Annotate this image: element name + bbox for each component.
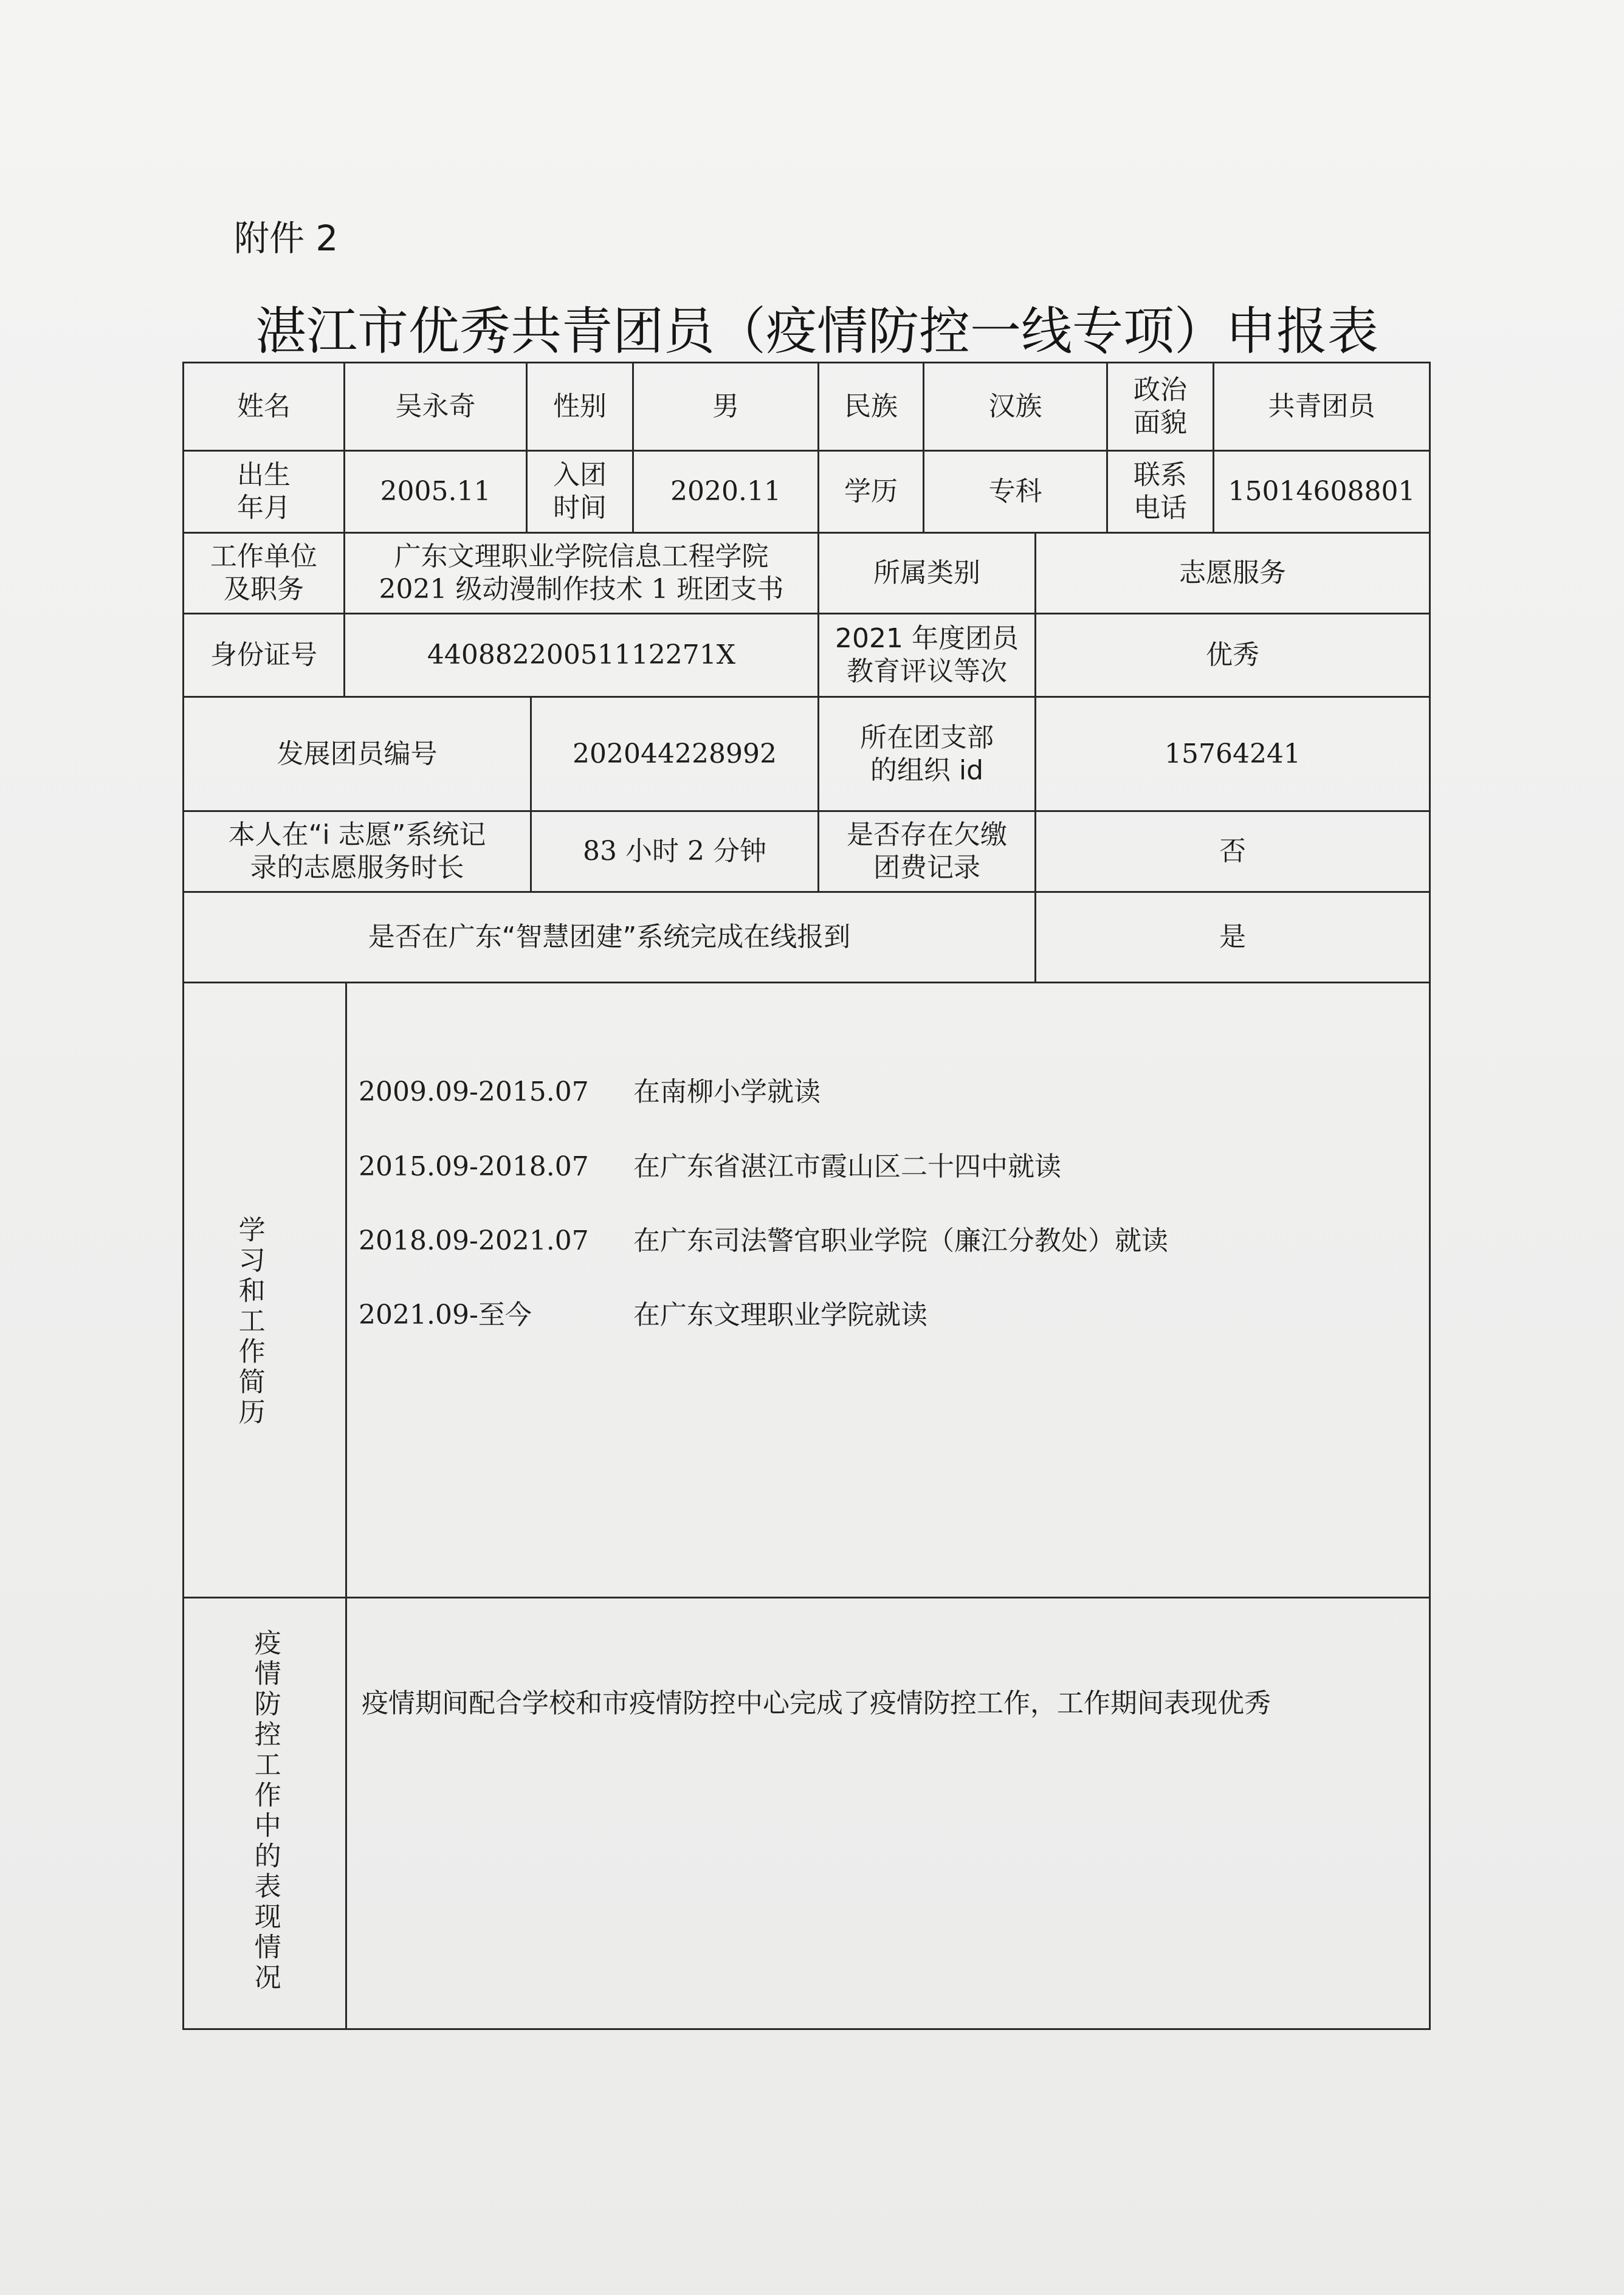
work-value	[345, 534, 817, 613]
member-number-label: 发展团员编号	[277, 738, 438, 769]
arrears-label-line-2: 团费记录	[873, 852, 980, 883]
form-title: 湛江市优秀共青团员（疫情防控一线专项）申报表	[255, 301, 1379, 361]
work-value-line-2: 2021 级动漫制作技术 1 班团支书	[379, 574, 784, 605]
branch-id-label-line-1: 所在团支部	[860, 721, 994, 753]
resume-entry-description: 在广东文理职业学院就读	[633, 1299, 927, 1330]
attachment-label: 附件 2	[234, 218, 339, 259]
birth-value: 2005.11	[380, 476, 491, 508]
branch-id-label-line-2: 的组织 id	[870, 754, 984, 786]
join-value: 2020.11	[670, 476, 781, 508]
member-number-value: 202044228992	[573, 738, 777, 769]
checkin-label: 是否在广东“智慧团建”系统完成在线报到	[368, 921, 851, 953]
volunteer-hours-label-line-1: 本人在“i 志愿”系统记	[228, 819, 486, 851]
resume-entry-description: 在广东省湛江市霞山区二十四中就读	[633, 1151, 1061, 1182]
birth-label	[184, 452, 343, 532]
volunteer-hours-label	[184, 812, 530, 891]
arrears-label-line-1: 是否存在欠缴	[847, 819, 1007, 851]
performance-text: 疫情期间配合学校和市疫情防控中心完成了疫情防控工作，工作期间表现优秀	[362, 1688, 1271, 1719]
phone-label	[1108, 452, 1213, 532]
political-label-line-1: 政治	[1134, 374, 1187, 406]
id-value: 44088220051112271X	[427, 639, 736, 671]
political-label	[1108, 363, 1213, 450]
education-value: 专科	[988, 476, 1042, 508]
resume-entry-description: 在广东司法警官职业学院（廉江分教处）就读	[633, 1225, 1168, 1256]
name-label: 姓名	[237, 391, 291, 422]
id-label: 身份证号	[210, 639, 317, 671]
ethnicity-value: 汉族	[988, 391, 1042, 422]
category-value: 志愿服务	[1179, 557, 1286, 589]
phone-label-line-2: 电话	[1134, 492, 1187, 523]
resume-entry	[359, 1070, 821, 1109]
resume-entry-date: 2015.09-2018.07	[359, 1151, 589, 1182]
resume-entry-date: 2018.09-2021.07	[359, 1225, 589, 1256]
birth-label-line-2: 年月	[237, 492, 291, 523]
work-label-line-1: 工作单位	[210, 541, 317, 573]
volunteer-hours-label-line-2: 录的志愿服务时长	[250, 852, 464, 883]
resume-entry	[359, 1144, 1061, 1183]
join-label	[528, 452, 632, 532]
performance-label: 疫情防控工作中的表现情况	[249, 1629, 281, 1994]
join-label-line-2: 时间	[553, 492, 607, 523]
evaluation-label-line-2: 教育评议等次	[847, 656, 1007, 687]
resume-entry-description: 在南柳小学就读	[633, 1076, 821, 1107]
volunteer-hours-value: 83 小时 2 分钟	[583, 836, 766, 867]
name-value: 吴永奇	[395, 391, 476, 422]
arrears-value: 否	[1219, 836, 1246, 867]
political-value: 共青团员	[1268, 391, 1375, 422]
branch-id-label	[819, 698, 1034, 810]
birth-label-line-1: 出生	[237, 459, 291, 491]
gender-value: 男	[712, 391, 739, 422]
ethnicity-label: 民族	[844, 391, 898, 422]
phone-value: 15014608801	[1228, 476, 1416, 508]
branch-id-value: 15764241	[1165, 738, 1301, 769]
resume-entry-date: 2021.09-至今	[359, 1299, 532, 1330]
resume-entry	[359, 1293, 927, 1332]
evaluation-label	[819, 614, 1034, 696]
checkin-value: 是	[1219, 921, 1246, 953]
arrears-label	[819, 812, 1034, 891]
work-value-line-1: 广东文理职业学院信息工程学院	[394, 541, 769, 573]
evaluation-label-line-1: 2021 年度团员	[835, 623, 1019, 655]
work-label-line-2: 及职务	[224, 574, 304, 605]
phone-label-line-1: 联系	[1134, 459, 1187, 491]
category-label: 所属类别	[873, 557, 980, 589]
resume-entry	[359, 1219, 1168, 1258]
evaluation-value: 优秀	[1206, 639, 1259, 671]
resume-entry-date: 2009.09-2015.07	[359, 1076, 589, 1107]
resume-label: 学习和工作简历	[233, 1216, 265, 1428]
work-label	[184, 534, 343, 613]
join-label-line-1: 入团	[553, 459, 607, 491]
political-label-line-2: 面貌	[1134, 407, 1187, 438]
education-label: 学历	[844, 476, 898, 508]
gender-label: 性别	[553, 391, 607, 422]
